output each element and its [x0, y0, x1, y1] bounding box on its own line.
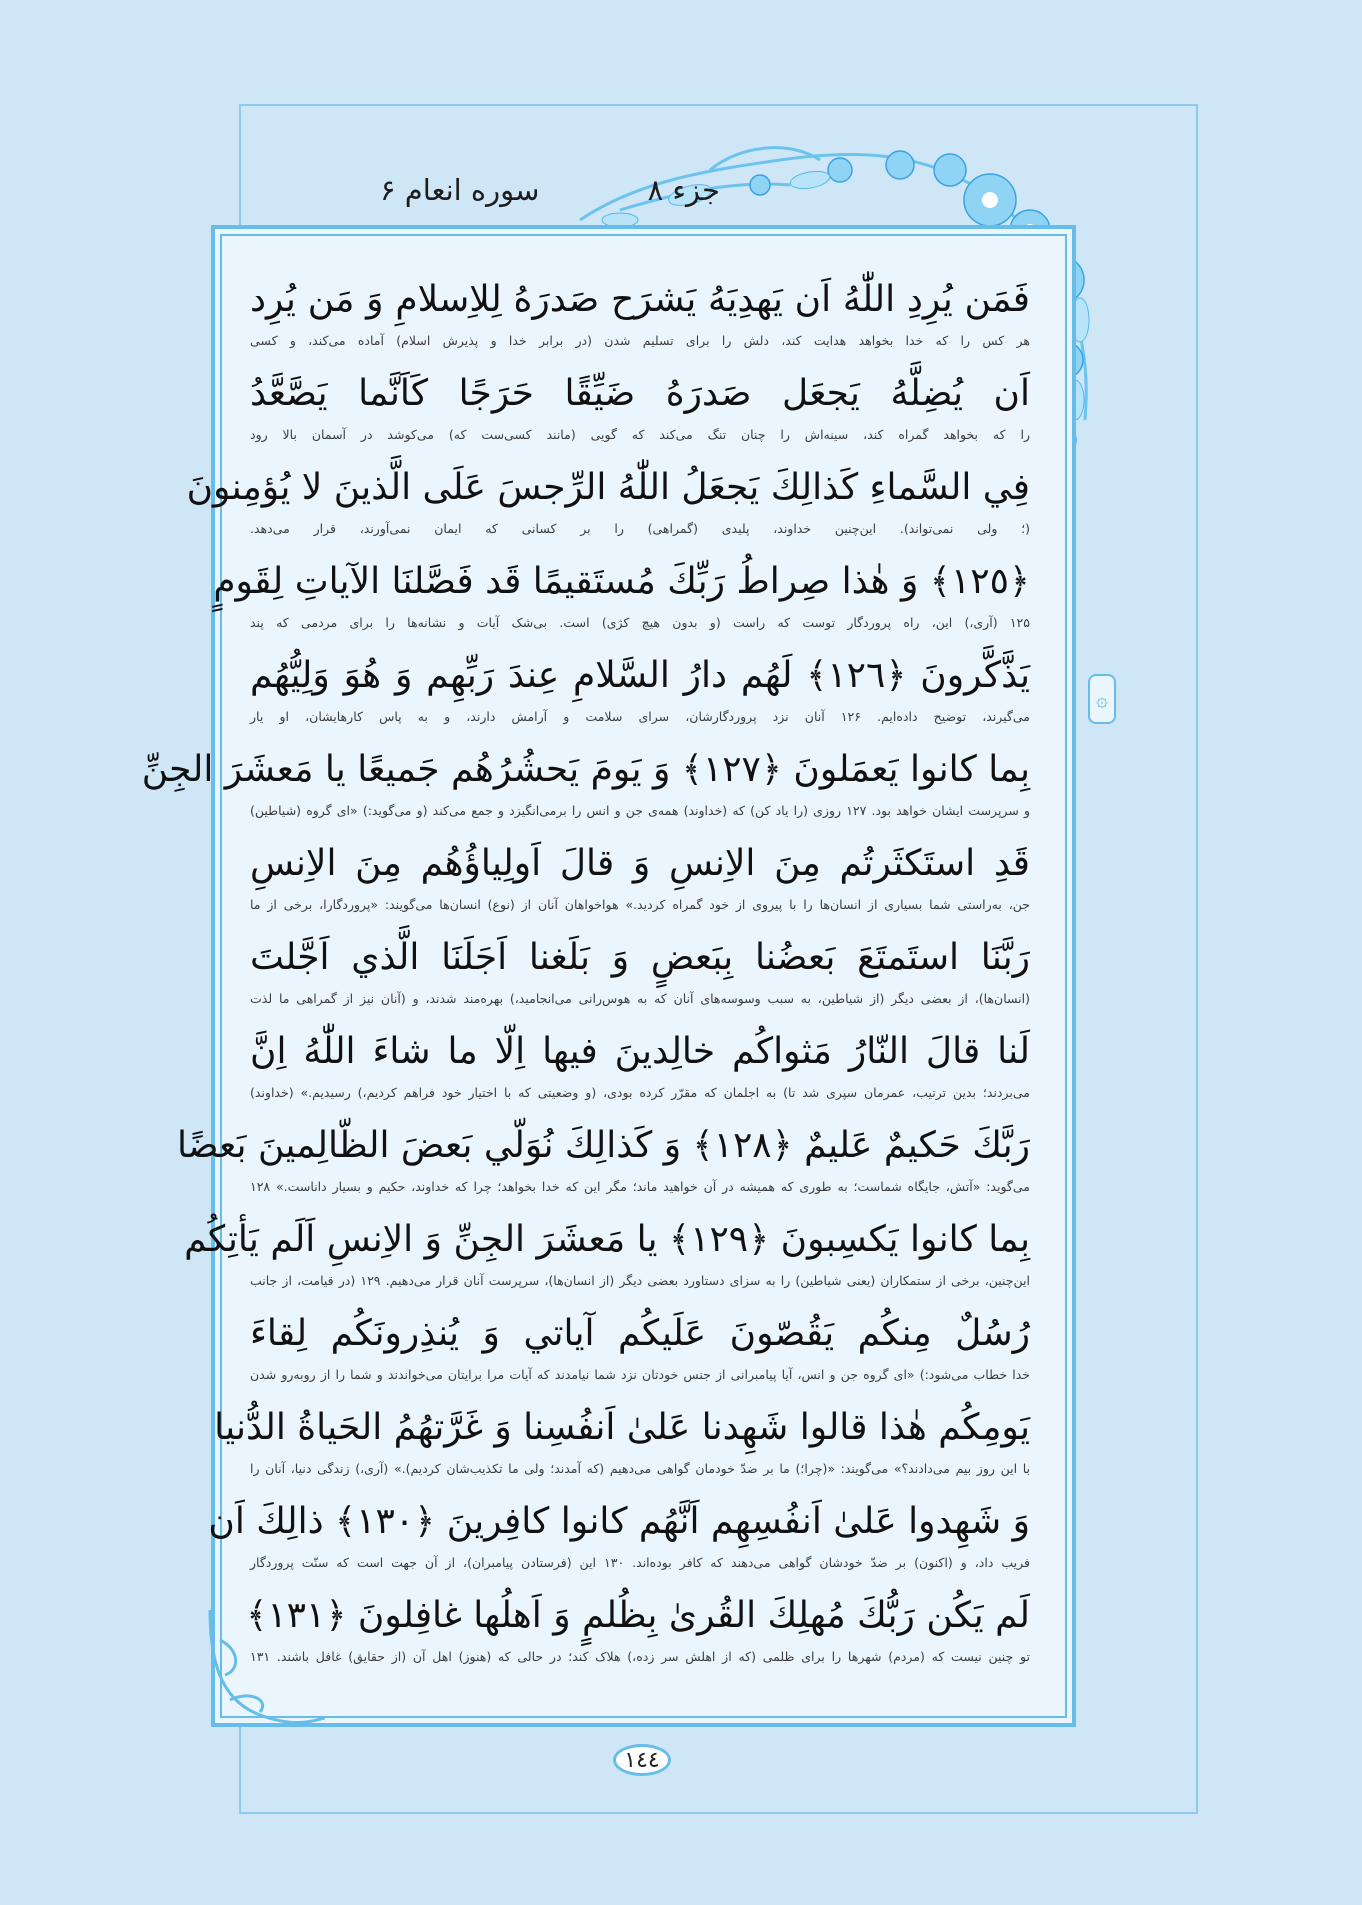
arabic-text: ﴿١٢٥﴾ وَ هٰذا صِراطُ رَبِّكَ مُستَقيمًا قَد فَصَّلنَا الآياتِ لِقَومٍ [213, 561, 1030, 602]
arabic-text: بِما كانوا يَعمَلونَ ﴿١٢٧﴾ وَ يَومَ يَحشُرُهُم جَميعًا يا مَعشَرَ الجِنِّ [141, 749, 1030, 790]
arabic-text: بِما كانوا يَكسِبونَ ﴿١٢٩﴾ يا مَعشَرَ الجِنِّ وَ الاِنسِ اَلَم يَأتِكُم [184, 1219, 1030, 1260]
persian-translation: با این روز بیم می‌دادند؟» می‌گویند: «(چرا؛) ما بر ضدّ خودمان گواهی می‌دهیم (که آمدند؛ ولی ما تکذیب‌شان کردیم).» (آری،) زندگی دنیا، آنان را [250, 1461, 1030, 1476]
persian-translation: می‌بردند؛ بدین ترتیب، عمرمان سپری شد تا) به اجلمان که مقرّر کرده بودی، (و وضعیتی که با اختیار خود فراهم کردیم،) رسیدیم.» (خداوند) [250, 1085, 1030, 1100]
verse-line [184, 1210, 1030, 1304]
arabic-text: اَن يُضِلَّهُ يَجعَل صَدرَهُ ضَيِّقًا حَرَجًا كَاَنَّما يَصَّعَّدُ [250, 373, 1030, 414]
arabic-text: وَ شَهِدوا عَلىٰ اَنفُسِهِم اَنَّهُم كانوا كافِرينَ ﴿١٣٠﴾ ذالِكَ اَن [208, 1501, 1030, 1542]
verses-container [141, 270, 1030, 1680]
persian-translation: خدا خطاب می‌شود:) «ای گروه جن و انس، آیا پیامبرانی از جنس خودتان نزد شما نیامدند که آیات مرا برایتان می‌خواندند و شما را از روبه‌رو شدن [250, 1367, 1030, 1382]
verse-line [214, 1398, 1030, 1492]
persian-translation: ۱۲۵ (آری،) این، راه پروردگار توست که راست (و بدون هیچ کژی) است. بی‌شک آیات و نشانه‌ها را برای مردمی که پند [250, 615, 1030, 630]
verse-line [250, 928, 1030, 1022]
verse-line [250, 646, 1030, 740]
verse-line [246, 1586, 1030, 1680]
page-number [607, 1740, 677, 1780]
arabic-text: قَدِ استَكثَرتُم مِنَ الاِنسِ وَ قالَ اَولِياؤُهُم مِنَ الاِنسِ [250, 843, 1030, 884]
arabic-text: يَذَّكَّرونَ ﴿١٢٦﴾ لَهُم دارُ السَّلامِ عِندَ رَبِّهِم وَ هُوَ وَلِيُّهُم [250, 655, 1030, 696]
persian-translation: تو چنین نیست که (مردم) شهرها را برای ظلمی (که از اهلش سر زده،) هلاک کند؛ در حالی که (هنوز) اهل آن (از حقایق) غافل باشند. ۱۳۱ [250, 1649, 1030, 1664]
arabic-text: رَبَّكَ حَكيمٌ عَليمٌ ﴿١٢٨﴾ وَ كَذالِكَ نُوَلّي بَعضَ الظّالِمينَ بَعضًا [176, 1125, 1030, 1166]
verse-line [208, 1492, 1030, 1586]
juz-label: جزء ۸ [647, 173, 720, 207]
persian-translation: می‌گیرند، توضیح داده‌ایم. ۱۲۶ آنان نزد پروردگارشان، سرای سلامت و آرامش دارند، و به پاس کارهایشان، او یار [250, 709, 1030, 724]
arabic-text: يَومِكُم هٰذا قالوا شَهِدنا عَلىٰ اَنفُسِنا وَ غَرَّتهُمُ الحَياةُ الدُّنيا [214, 1407, 1030, 1448]
persian-translation: می‌گوید: «آتش، جایگاه شماست؛ به طوری که همیشه در آن خواهید ماند؛ مگر این که خدا بخواهد؛ چرا که خداوند، حکیم و بسیار داناست.» ۱۲۸ [250, 1179, 1030, 1194]
arabic-text: فَمَن يُرِدِ اللّٰهُ اَن يَهدِيَهُ يَشرَح صَدرَهُ لِلاِسلامِ وَ مَن يُرِد [250, 279, 1030, 320]
arabic-text: لَم يَكُن رَبُّكَ مُهلِكَ القُرىٰ بِظُلمٍ وَ اَهلُها غافِلونَ ﴿١٣١﴾ [246, 1595, 1030, 1636]
verse-line [176, 1116, 1030, 1210]
arabic-text: رَبَّنَا استَمتَعَ بَعضُنا بِبَعضٍ وَ بَلَغنا اَجَلَنَا الَّذي اَجَّلتَ [250, 937, 1030, 978]
persian-translation: هر کس را که خدا بخواهد هدایت کند، دلش را برای تسلیم شدن (در برابر خدا و پذیرش اسلام) آماده می‌کند، و کسی [250, 333, 1030, 348]
arabic-text: رُسُلٌ مِنكُم يَقُصّونَ عَلَيكُم آياتي وَ يُنذِرونَكُم لِقاءَ [250, 1313, 1030, 1354]
verse-line [141, 740, 1030, 834]
verse-line [250, 270, 1030, 364]
persian-translation: را که بخواهد گمراه کند، سینه‌اش را چنان تنگ می‌کند که گویی (مانند کسی‌ست که) می‌کوشد در آسمان بالا رود [250, 427, 1030, 442]
persian-translation: (انسان‌ها)، از بعضی دیگر (از شیاطین، به سبب وسوسه‌های آنان که به هوس‌رانی می‌انجامید،) بهره‌مند شدند، و (آنان نیز از گمراهی ما لذت [250, 991, 1030, 1006]
verse-line [250, 1022, 1030, 1116]
verse-line [250, 364, 1030, 458]
hizb-marker-icon: ۞ [1088, 674, 1116, 724]
arabic-text: لَنا قالَ النّارُ مَثواكُم خالِدينَ فيها اِلّا ما شاءَ اللّٰهُ اِنَّ [250, 1031, 1030, 1072]
persian-translation: فریب داد، و (اکنون) بر ضدّ خودشان گواهی می‌دهند که کافر بوده‌اند. ۱۳۰ این (فرستادن پیامبران)، از آن جهت است که سنّت پروردگار [250, 1555, 1030, 1570]
arabic-text: فِي السَّماءِ كَذالِكَ يَجعَلُ اللّٰهُ الرِّجسَ عَلَى الَّذينَ لا يُؤمِنونَ [186, 467, 1030, 508]
verse-line [213, 552, 1030, 646]
verse-line [250, 1304, 1030, 1398]
persian-translation: (؛ ولی نمی‌تواند). این‌چنین خداوند، پلیدی (گمراهی) را بر کسانی که ایمان نمی‌آورند، قرار می‌دهد. [250, 521, 1030, 536]
swirl-ornament-icon [200, 1600, 330, 1730]
persian-translation: این‌چنین، برخی از ستمکاران (یعنی شیاطین) را به سزای دستاورد بعضی دیگر (از انسان‌ها)، سرپرست آنان قرار می‌دهیم. ۱۲۹ (در قیامت، از جانب [250, 1273, 1030, 1288]
page-number-badge: ١٤٤ [613, 1744, 671, 1776]
verse-line [186, 458, 1030, 552]
persian-translation: جن، به‌راستی شما بسیاری از انسان‌ها را با پیروی از خود گمراه کردید.» هواخواهان آنان از (نوع) انسان‌ها می‌گویند: «پروردگارا، برخی از ما [250, 897, 1030, 912]
verse-line [250, 834, 1030, 928]
page-header [380, 170, 720, 210]
persian-translation: و سرپرست ایشان خواهد بود. ۱۲۷ روزی (را یاد کن) که (خداوند) همه‌ی جن و انس را برمی‌انگیزد و جمع می‌کند (و می‌گوید:) «ای گروه (شیاطین) [250, 803, 1030, 818]
surah-label: سوره انعام ۶ [380, 173, 540, 207]
